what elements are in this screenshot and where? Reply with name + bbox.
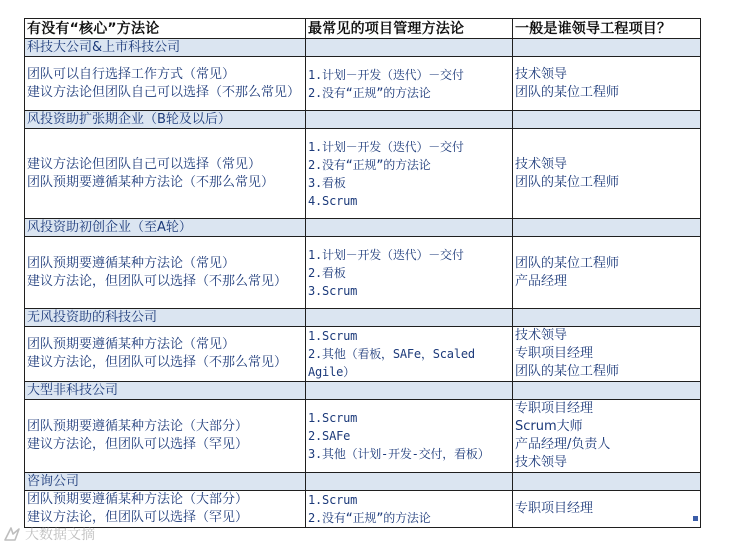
methodology-table — [24, 18, 701, 528]
header-common-methodology: 最常见的项目管理方法论 — [306, 19, 513, 39]
table-row — [25, 327, 701, 382]
table-row — [25, 491, 701, 528]
section-empty-cell — [513, 219, 701, 237]
section-title: 咨询公司 — [25, 473, 306, 491]
cell-common-methodology: 1.Scrum 2.没有“正规”的方法论 — [306, 491, 513, 528]
table-row — [25, 400, 701, 473]
section-empty-cell — [306, 219, 513, 237]
section-row — [25, 111, 701, 129]
section-title: 风投资助初创企业（至A轮） — [25, 219, 306, 237]
cell-who-leads: 技术领导 专职项目经理 团队的某位工程师 — [513, 327, 701, 382]
cell-core-methodology: 团队可以自行选择工作方式（常见） 建议方法论但团队自己可以选择（不那么常见） — [25, 57, 306, 111]
section-empty-cell — [513, 39, 701, 57]
section-empty-cell — [306, 111, 513, 129]
section-row — [25, 473, 701, 491]
header-row — [25, 19, 701, 39]
section-empty-cell — [306, 309, 513, 327]
cell-who-leads: 技术领导 团队的某位工程师 — [513, 57, 701, 111]
header-core-methodology: 有没有“核心”方法论 — [25, 19, 306, 39]
section-empty-cell — [513, 111, 701, 129]
section-title: 科技大公司&上市科技公司 — [25, 39, 306, 57]
section-empty-cell — [306, 382, 513, 400]
cell-who-leads: 专职项目经理 Scrum大师 产品经理/负责人 技术领导 — [513, 400, 701, 473]
watermark-text: 大数据文摘 — [25, 527, 95, 543]
cell-core-methodology: 建议方法论但团队自己可以选择（常见） 团队预期要遵循某种方法论（不那么常见） — [25, 129, 306, 219]
cell-common-methodology: 1.计划－开发（迭代）－交付 2.没有“正规”的方法论 3.看板 4.Scrum — [306, 129, 513, 219]
section-empty-cell — [513, 382, 701, 400]
cell-common-methodology: 1.计划－开发（迭代）－交付 2.看板 3.Scrum — [306, 237, 513, 309]
cell-who-leads: 技术领导 团队的某位工程师 — [513, 129, 701, 219]
cell-core-methodology: 团队预期要遵循某种方法论（常见） 建议方法论，但团队可以选择（不那么常见） — [25, 237, 306, 309]
section-title: 无风投资助的科技公司 — [25, 309, 306, 327]
cell-core-methodology: 团队预期要遵循某种方法论（常见） 建议方法论，但团队可以选择（不那么常见） — [25, 327, 306, 382]
section-row — [25, 309, 701, 327]
section-row — [25, 39, 701, 57]
cell-common-methodology: 1.Scrum 2.其他（看板，SAFe，Scaled Agile） — [306, 327, 513, 382]
selection-handle[interactable] — [693, 516, 698, 521]
header-who-leads: 一般是谁领导工程项目？ — [513, 19, 701, 39]
watermark — [2, 522, 95, 546]
cell-core-methodology: 团队预期要遵循某种方法论（大部分） 建议方法论，但团队可以选择（罕见） — [25, 491, 306, 528]
section-row — [25, 382, 701, 400]
section-empty-cell — [306, 39, 513, 57]
table-row — [25, 129, 701, 219]
table-row — [25, 57, 701, 111]
table-row — [25, 237, 701, 309]
cell-common-methodology: 1.Scrum 2.SAFe 3.其他（计划-开发-交付，看板） — [306, 400, 513, 473]
section-empty-cell — [513, 309, 701, 327]
logo-icon — [2, 525, 22, 543]
section-title: 大型非科技公司 — [25, 382, 306, 400]
section-empty-cell — [306, 473, 513, 491]
section-row — [25, 219, 701, 237]
cell-core-methodology: 团队预期要遵循某种方法论（大部分） 建议方法论，但团队可以选择（罕见） — [25, 400, 306, 473]
section-empty-cell — [513, 473, 701, 491]
cell-who-leads: 专职项目经理 — [513, 491, 701, 528]
section-title: 风投资助扩张期企业（B轮及以后） — [25, 111, 306, 129]
cell-who-leads: 团队的某位工程师 产品经理 — [513, 237, 701, 309]
cell-common-methodology: 1.计划－开发（迭代）－交付 2.没有“正规”的方法论 — [306, 57, 513, 111]
